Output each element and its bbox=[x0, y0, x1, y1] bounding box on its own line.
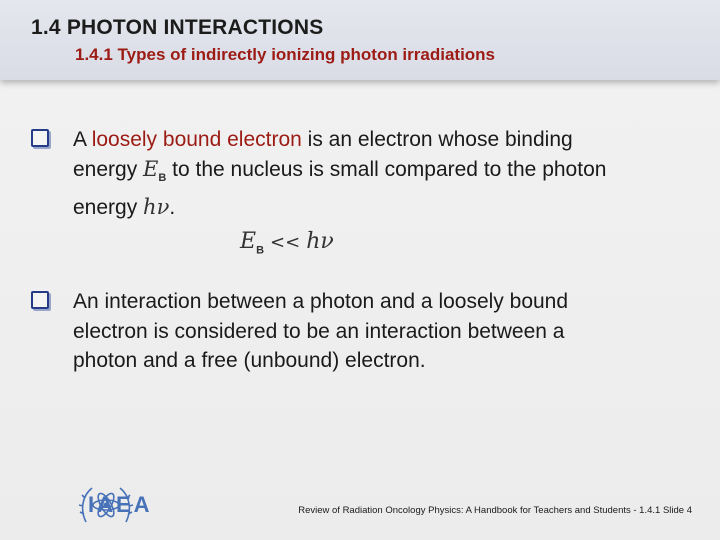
slide-title: 1.4 PHOTON INTERACTIONS bbox=[31, 16, 324, 39]
bullet-line: An interaction between a photon and a loosely bound bbox=[73, 290, 569, 313]
bullet-text-segment: to the nucleus is small compared to the photon bbox=[166, 157, 607, 181]
formula-relation: << bbox=[270, 232, 301, 253]
iaea-logo-text: IAEA bbox=[88, 492, 153, 517]
bullet-text-segment: energy bbox=[73, 196, 144, 220]
highlight-term: loosely bound electron bbox=[91, 128, 302, 151]
bullet-text-1 bbox=[73, 125, 693, 223]
photon-energy-symbol: hν bbox=[143, 195, 170, 220]
bullet-text-segment: A bbox=[73, 128, 92, 151]
bullet-text-segment: . bbox=[169, 196, 176, 220]
formula-rhs: hν bbox=[306, 229, 334, 254]
inequality-formula bbox=[240, 228, 334, 256]
formula-lhs: $E_B$ bbox=[240, 229, 265, 257]
footer-citation: Review of Radiation Oncology Physics: A Handbook for Teachers and Students - 1.4.1 Slide 4 bbox=[298, 505, 692, 516]
bullet-text-segment: energy bbox=[73, 157, 144, 181]
slide-header bbox=[0, 0, 720, 80]
slide-subtitle: 1.4.1 Types of indirectly ionizing photon irradiations bbox=[75, 45, 496, 64]
checkbox-bullet-icon bbox=[31, 129, 49, 147]
bullet-line: electron is considered to be an interaction between a bbox=[73, 319, 565, 343]
bullet-text-segment: is an electron whose binding bbox=[301, 128, 573, 151]
checkbox-bullet-icon bbox=[31, 291, 49, 309]
binding-energy-symbol: $E_B$ bbox=[143, 156, 167, 184]
bullet-line: photon and a free (unbound) electron. bbox=[73, 349, 426, 372]
bullet-text-2 bbox=[73, 287, 693, 376]
